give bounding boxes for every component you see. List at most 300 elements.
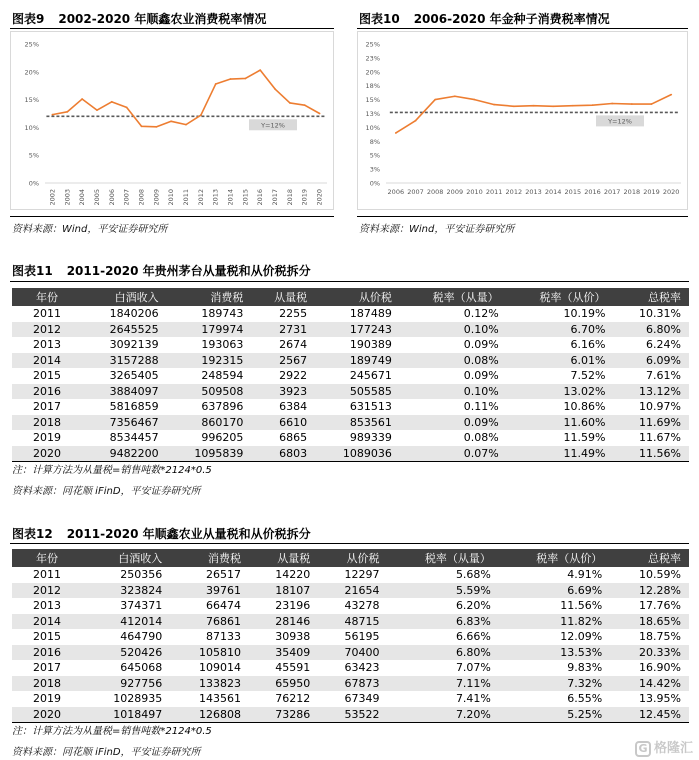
fig9-ytick-label: 5% [28, 151, 39, 160]
fig9-data-point [170, 120, 172, 122]
fig12-top-rule [10, 543, 689, 544]
fig10-xtick-label: 2019 [643, 188, 660, 196]
watermark-logo [635, 737, 693, 757]
fig11-table-cell: 193063 [201, 338, 244, 352]
fig12-table-row [12, 660, 689, 676]
fig12-column-header: 税率（从价） [499, 549, 610, 567]
fig9-ytick-label: 25% [24, 40, 39, 49]
fig12-table-cell: 374371 [120, 599, 163, 613]
fig11-column-header: 消费税 [167, 288, 252, 306]
fig10-ytick-label: 23% [365, 54, 380, 63]
fig11-table-row [12, 384, 689, 400]
fig11-table-cell: 3265405 [109, 369, 159, 383]
fig12-table-cell: 48715 [318, 614, 387, 630]
fig9-data-point [126, 106, 128, 108]
fig12-table-cell: 464790 [120, 630, 163, 644]
fig12-table-cell: 412014 [82, 614, 170, 630]
fig11-table-cell: 853561 [315, 415, 400, 431]
fig12-table-cell: 18.75% [639, 630, 681, 644]
fig11-table-cell: 2567 [251, 353, 315, 369]
fig11-table-cell: 9482200 [82, 446, 167, 462]
fig11-table-cell: 189749 [315, 353, 400, 369]
fig11-column-header: 从价税 [315, 288, 400, 306]
fig9-xtick-label: 2009 [152, 189, 161, 206]
fig9-data-point [141, 125, 143, 127]
fig11-table-cell: 989339 [349, 431, 392, 445]
fig12-table-cell: 35409 [249, 645, 318, 661]
fig10-data-point [670, 94, 672, 96]
fig11-table-cell: 7.61% [646, 369, 681, 383]
fig12-table-cell: 109014 [199, 661, 242, 675]
fig11-title [12, 262, 311, 279]
fig11-table-cell: 509508 [167, 384, 252, 400]
fig12-table-cell: 105810 [170, 645, 249, 661]
fig11-table-cell: 637896 [201, 400, 244, 414]
fig9-xtick-label: 2018 [285, 189, 294, 206]
fig11-header-row [12, 288, 689, 306]
fig11-table-cell: 192315 [167, 353, 252, 369]
fig12-table-cell: 2013 [33, 599, 61, 613]
fig11-table-row [12, 399, 689, 415]
fig11-table-cell: 6803 [251, 446, 315, 462]
fig12-table-cell: 7.41% [455, 692, 491, 706]
fig10-ytick-label: 15% [365, 96, 380, 105]
fig11-table-cell: 11.67% [639, 431, 681, 445]
fig10-ytick-label: 3% [369, 165, 380, 174]
fig9-ytick-label: 20% [24, 68, 39, 77]
fig11-table-cell: 0.10% [400, 322, 507, 338]
fig11-table-cell: 1840206 [109, 307, 159, 321]
fig11-table-cell: 0.09% [400, 415, 507, 431]
fig9-xtick-label: 2007 [122, 189, 131, 206]
fig12-table-cell: 2018 [12, 676, 82, 692]
fig12-table-cell: 26517 [206, 568, 242, 582]
fig10-ytick-label: 18% [365, 82, 380, 91]
fig12-table-cell: 6.55% [567, 692, 603, 706]
fig11-table-cell: 10.86% [563, 400, 606, 414]
fig12-table-cell: 250356 [120, 568, 163, 582]
fig12-table-cell: 76212 [275, 692, 311, 706]
fig9-svg [11, 32, 333, 209]
fig12-column-header: 从价税 [318, 549, 387, 567]
fig12-table-cell: 7.20% [388, 707, 499, 723]
fig12-table-cell: 6.83% [388, 614, 499, 630]
fig9-xtick-label: 2011 [182, 189, 190, 206]
fig10-xtick-label: 2008 [426, 188, 444, 196]
fig12-table-cell: 67873 [318, 676, 387, 692]
fig11-table-cell: 0.09% [463, 369, 499, 383]
fig11-table-cell: 0.10% [400, 384, 507, 400]
fig12-table-cell: 21654 [318, 583, 387, 599]
fig12-table-cell: 2019 [33, 692, 61, 706]
fig9-xtick-label: 2012 [196, 189, 205, 206]
fig11-table-cell: 248594 [201, 369, 244, 383]
fig12-table-cell: 23196 [275, 599, 311, 613]
fig9-xtick-label: 2016 [256, 188, 265, 206]
fig10-xtick-label: 2020 [662, 188, 680, 196]
fig9-xtick-label: 2002 [48, 189, 57, 206]
fig12-table-cell: 2011 [33, 568, 61, 582]
fig11-table-cell: 0.09% [463, 338, 499, 352]
fig11-table-cell: 2012 [12, 322, 82, 338]
fig10-data-point [493, 104, 495, 106]
fig11-table-cell: 0.08% [400, 353, 507, 369]
fig10-top-rule [357, 28, 688, 29]
fig11-table-cell: 2016 [12, 384, 82, 400]
fig12-table-cell: 56195 [344, 630, 380, 644]
fig10-xtick-label: 2006 [387, 188, 405, 196]
fig11-table-row [12, 368, 689, 384]
fig10-data-point [572, 105, 574, 107]
fig11-table-cell: 6.80% [613, 322, 689, 338]
fig9-data-point [289, 102, 291, 104]
fig11-table-cell: 2011 [33, 307, 61, 321]
fig12-table-cell: 6.20% [455, 599, 491, 613]
fig10-xtick-label: 2010 [466, 188, 483, 196]
fig11-table-cell: 6.09% [613, 353, 689, 369]
fig11-table [12, 288, 689, 462]
fig11-table-cell: 0.07% [400, 446, 507, 462]
fig9-data-point [230, 78, 232, 80]
fig12-table-cell: 43278 [344, 599, 380, 613]
watermark-text: 格隆汇 [653, 741, 693, 756]
fig11-table-cell: 3923 [251, 384, 315, 400]
fig12-table-cell: 12.28% [610, 583, 689, 599]
fig12-table-cell: 126808 [170, 707, 249, 723]
fig11-table-cell: 10.31% [639, 307, 681, 321]
fig9-data-point [244, 78, 246, 80]
fig12-table-cell: 45591 [275, 661, 311, 675]
fig9-xtick-label: 2014 [226, 189, 235, 206]
fig9-data-point [215, 83, 217, 85]
fig10-data-point [395, 132, 397, 134]
fig11-table-cell: 7.52% [570, 369, 606, 383]
fig9-annotation-label: Y=12% [261, 121, 285, 130]
fig12-table-cell: 67349 [344, 692, 380, 706]
fig9-top-rule [10, 28, 334, 29]
fig9-ytick-label: 15% [24, 96, 39, 105]
fig12-table-cell: 12297 [344, 568, 380, 582]
fig10-data-point [474, 99, 476, 101]
fig10-xtick-label: 2014 [544, 188, 562, 196]
fig9-data-point [185, 124, 187, 126]
fig12-table-cell: 73286 [249, 707, 318, 723]
fig12-title [12, 525, 311, 542]
fig11-title-text: 2011-2020 年贵州茅台从量税和从价税拆分 [66, 264, 311, 278]
fig11-table-cell: 2674 [279, 338, 308, 352]
fig9-data-point [259, 69, 261, 71]
fig9-data-point [319, 113, 321, 115]
fig11-table-cell: 0.12% [463, 307, 499, 321]
fig12-table-cell: 10.59% [639, 568, 681, 582]
fig10-data-point [513, 105, 515, 107]
fig10-data-point [415, 120, 417, 122]
fig12-column-header: 消费税 [170, 549, 249, 567]
fig12-table-cell: 12.45% [610, 707, 689, 723]
fig11-column-header: 从量税 [251, 288, 315, 306]
fig12-table-cell: 65950 [249, 676, 318, 692]
fig11-table-row [12, 446, 689, 462]
fig10-xtick-label: 2013 [525, 188, 542, 196]
fig12-table-cell: 9.83% [567, 661, 603, 675]
fig11-table-cell: 11.56% [613, 446, 689, 462]
fig10-bottom-rule [357, 216, 688, 217]
fig9-data-point [52, 114, 54, 116]
fig9-ytick-label: 10% [24, 123, 39, 132]
fig12-table-row [12, 567, 689, 583]
fig11-table-cell: 187489 [349, 307, 392, 321]
fig11-table-cell: 2014 [12, 353, 82, 369]
fig11-table-cell: 2922 [279, 369, 308, 383]
fig11-table-cell: 8534457 [109, 431, 159, 445]
fig9-xtick-label: 2019 [300, 189, 309, 206]
fig11-table-cell: 245671 [349, 369, 392, 383]
fig9-xtick-label: 2005 [92, 189, 101, 206]
fig11-table-cell: 0.08% [463, 431, 499, 445]
fig9-xtick-label: 2020 [315, 189, 324, 206]
watermark-glyph-icon: G [635, 741, 651, 757]
fig9-xtick-label: 2013 [211, 189, 220, 206]
fig9-bottom-rule [10, 216, 334, 217]
fig10-xtick-label: 2012 [505, 188, 523, 196]
fig11-table-cell: 13.12% [613, 384, 689, 400]
fig12-table-cell: 2016 [12, 645, 82, 661]
fig12-table-cell: 6.80% [388, 645, 499, 661]
fig11-table-cell: 6384 [279, 400, 308, 414]
fig10-ytick-label: 10% [365, 123, 380, 132]
fig10-svg [358, 32, 687, 209]
fig12-note: 注：计算方法为从量税=销售吨数*2124*0.5 [12, 726, 212, 737]
fig12-table-cell: 20.33% [610, 645, 689, 661]
fig10-data-point [552, 105, 554, 107]
fig12-column-header: 税率（从量） [388, 549, 499, 567]
fig10-annotation-label: Y=12% [608, 117, 632, 126]
fig12-table-cell: 53522 [318, 707, 387, 723]
fig9-xtick-label: 2006 [107, 189, 116, 206]
fig11-table-row [12, 306, 689, 322]
fig11-table-cell: 1089036 [315, 446, 400, 462]
fig12-table-cell: 5.59% [388, 583, 499, 599]
fig11-table-cell: 11.49% [507, 446, 614, 462]
fig11-table-cell: 11.59% [563, 431, 606, 445]
fig11-table-cell: 2020 [12, 446, 82, 462]
fig11-table-cell: 3157288 [82, 353, 167, 369]
fig11-column-header: 年份 [12, 288, 82, 306]
fig12-table-cell: 2020 [12, 707, 82, 723]
fig12-table-cell: 7.11% [388, 676, 499, 692]
fig12-table-cell: 87133 [206, 630, 242, 644]
fig11-table-cell: 2015 [33, 369, 61, 383]
fig11-table-row [12, 322, 689, 338]
fig11-table-cell: 2013 [33, 338, 61, 352]
fig12-table-cell: 18.65% [610, 614, 689, 630]
fig12-table-row [12, 707, 689, 723]
fig9-title-text: 2002-2020 年顺鑫农业消费税率情况 [58, 12, 267, 26]
fig10-label: 图表10 [359, 12, 400, 26]
fig12-table-cell: 645068 [120, 661, 163, 675]
fig11-table-cell: 1095839 [167, 446, 252, 462]
fig11-table-cell: 0.11% [463, 400, 499, 414]
fig11-table-cell: 189743 [201, 307, 244, 321]
fig12-table-cell: 7.07% [455, 661, 491, 675]
fig12-table-row [12, 645, 689, 661]
fig12-table-row [12, 583, 689, 599]
fig11-column-header: 税率（从量） [400, 288, 507, 306]
fig11-table-cell: 6.24% [646, 338, 681, 352]
fig12-table [12, 549, 689, 723]
fig12-table-cell: 520426 [82, 645, 170, 661]
fig9-ytick-label: 0% [28, 179, 39, 188]
fig12-header-row [12, 549, 689, 567]
fig11-table-cell: 6.16% [570, 338, 606, 352]
fig11-table-row [12, 430, 689, 446]
fig11-table-cell: 6.01% [507, 353, 614, 369]
fig11-table-cell: 996205 [201, 431, 244, 445]
fig12-table-cell: 11.82% [499, 614, 610, 630]
fig10-data-point [434, 99, 436, 101]
fig12-table-cell: 2015 [33, 630, 61, 644]
fig11-table-cell: 7356467 [82, 415, 167, 431]
fig12-table-cell: 1028935 [113, 692, 163, 706]
fig9-data-point [155, 126, 157, 128]
fig9-xtick-label: 2008 [137, 189, 146, 206]
fig10-data-point [454, 95, 456, 97]
fig12-table-cell: 1018497 [82, 707, 170, 723]
fig10-ytick-label: 20% [365, 68, 380, 77]
fig10-chart [357, 31, 688, 210]
fig10-xtick-label: 2009 [446, 188, 464, 196]
fig11-table-cell: 11.69% [613, 415, 689, 431]
fig9-data-point [200, 114, 202, 116]
fig11-table-cell: 3092139 [109, 338, 159, 352]
fig11-table-cell: 190389 [349, 338, 392, 352]
fig12-column-header: 从量税 [249, 549, 318, 567]
fig12-table-cell: 6.66% [455, 630, 491, 644]
fig10-data-point [533, 105, 535, 107]
fig12-table-row [12, 629, 689, 645]
fig9-data-point [66, 111, 68, 113]
fig9-data-point [274, 88, 276, 90]
fig11-column-header: 总税率 [613, 288, 689, 306]
fig12-table-cell: 17.76% [639, 599, 681, 613]
fig12-table-cell: 7.32% [499, 676, 610, 692]
fig12-table-cell: 14.42% [610, 676, 689, 692]
fig12-table-cell: 13.53% [499, 645, 610, 661]
fig9-series-line [52, 70, 319, 130]
fig12-table-cell: 63423 [344, 661, 380, 675]
fig12-table-cell: 133823 [170, 676, 249, 692]
fig9-data-point [81, 98, 83, 100]
fig12-table-cell: 76861 [170, 614, 249, 630]
fig11-top-rule [10, 281, 689, 282]
fig11-table-cell: 2019 [33, 431, 61, 445]
fig12-table-cell: 927756 [82, 676, 170, 692]
fig12-column-header: 白酒收入 [82, 549, 170, 567]
fig10-xtick-label: 2018 [623, 188, 641, 196]
fig12-source: 资料来源：同花顺 iFinD，平安证券研究所 [12, 747, 201, 758]
fig9-xtick-label: 2015 [241, 189, 250, 206]
fig12-table-cell: 2014 [12, 614, 82, 630]
fig10-data-point [631, 103, 633, 105]
fig11-source: 资料来源：同花顺 iFinD，平安证券研究所 [12, 486, 201, 497]
fig12-table-cell: 323824 [82, 583, 170, 599]
fig12-table-cell: 2012 [12, 583, 82, 599]
fig12-table-row [12, 598, 689, 614]
fig12-table-cell: 18107 [249, 583, 318, 599]
fig12-table-row [12, 676, 689, 692]
fig12-table-cell: 14220 [275, 568, 311, 582]
fig12-column-header: 年份 [12, 549, 82, 567]
fig10-title [359, 10, 610, 27]
fig10-series-line [396, 95, 671, 133]
fig9-data-point [111, 101, 113, 103]
fig12-table-cell: 30938 [275, 630, 311, 644]
fig12-table-row [12, 691, 689, 707]
fig9-title [12, 10, 266, 27]
fig9-xtick-label: 2003 [63, 189, 72, 206]
fig12-table-cell: 5.68% [455, 568, 491, 582]
fig10-xtick-label: 2016 [584, 188, 601, 196]
fig11-table-cell: 2645525 [82, 322, 167, 338]
fig11-label: 图表11 [12, 264, 53, 278]
fig9-xtick-label: 2017 [271, 189, 280, 206]
fig12-table-cell: 66474 [206, 599, 242, 613]
fig10-xtick-label: 2011 [485, 188, 503, 196]
fig12-table-cell: 13.95% [639, 692, 681, 706]
fig10-ytick-label: 5% [369, 151, 380, 160]
fig11-table-cell: 6610 [251, 415, 315, 431]
fig10-ytick-label: 25% [365, 40, 380, 49]
fig11-table-cell: 177243 [315, 322, 400, 338]
fig10-data-point [611, 103, 613, 105]
fig11-table-cell: 179974 [167, 322, 252, 338]
fig10-title-text: 2006-2020 年金种子消费税率情况 [413, 12, 610, 26]
fig9-data-point [304, 104, 306, 106]
fig11-table-cell: 2018 [12, 415, 82, 431]
fig11-table-cell: 3884097 [82, 384, 167, 400]
fig9-source: 资料来源：Wind，平安证券研究所 [12, 224, 168, 235]
fig11-table-cell: 5816859 [109, 400, 159, 414]
fig12-table-cell: 28146 [249, 614, 318, 630]
fig12-table-cell: 39761 [170, 583, 249, 599]
fig11-table-cell: 505585 [315, 384, 400, 400]
fig11-table-cell: 11.60% [507, 415, 614, 431]
fig11-column-header: 白酒收入 [82, 288, 167, 306]
fig11-table-cell: 6865 [279, 431, 308, 445]
fig12-column-header: 总税率 [610, 549, 689, 567]
fig12-table-cell: 11.56% [560, 599, 603, 613]
fig10-xtick-label: 2007 [407, 188, 424, 196]
fig12-table-cell: 5.25% [499, 707, 610, 723]
fig12-title-text: 2011-2020 年顺鑫农业从量税和从价税拆分 [66, 527, 311, 541]
fig10-ytick-label: 13% [365, 110, 380, 118]
fig9-data-point [96, 109, 98, 111]
fig11-table-cell: 10.97% [639, 400, 681, 414]
fig12-label: 图表12 [12, 527, 53, 541]
fig11-table-cell: 10.19% [563, 307, 606, 321]
fig11-table-cell: 6.70% [507, 322, 614, 338]
fig11-table-cell: 2731 [251, 322, 315, 338]
fig11-table-row [12, 353, 689, 369]
fig9-label: 图表9 [12, 12, 45, 26]
fig11-column-header: 税率（从价） [507, 288, 614, 306]
fig9-xtick-label: 2004 [78, 189, 87, 206]
fig12-table-row [12, 614, 689, 630]
fig11-note: 注：计算方法为从量税=销售吨数*2124*0.5 [12, 465, 212, 476]
fig10-data-point [592, 104, 594, 106]
fig12-table-cell: 143561 [199, 692, 242, 706]
fig10-xtick-label: 2015 [564, 188, 582, 196]
